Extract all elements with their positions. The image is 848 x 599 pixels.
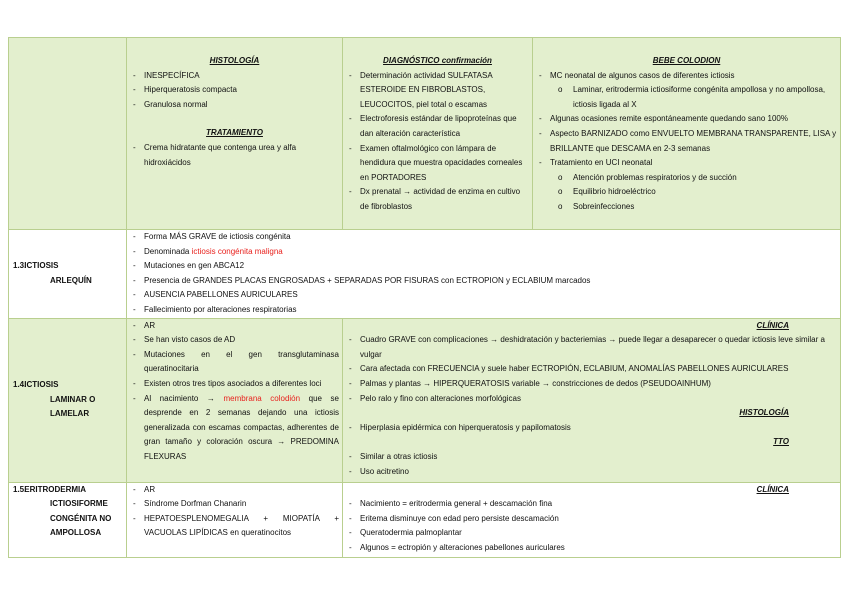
diagnostico-cell <box>343 38 533 230</box>
table-row <box>9 318 841 482</box>
section-title: ICTIOSIS <box>24 261 59 271</box>
list-item: - Mutaciones en gen ABCA12 <box>130 259 837 274</box>
histologia-heading: HISTOLOGÍA <box>209 56 260 65</box>
clinica-heading: CLÍNICA <box>756 484 789 494</box>
histologia-heading: HISTOLOGÍA <box>739 408 789 418</box>
arlequin-label-cell <box>9 230 127 319</box>
section-number: 1.4. <box>13 380 27 390</box>
list-item: - Denominada ictiosis congénita maligna <box>130 245 837 260</box>
section-title-line: LAMELAR <box>50 409 90 419</box>
tto-heading: TTO <box>773 437 789 447</box>
list-item: - Existen otros tres tipos asociados a diferentes loci <box>130 377 339 392</box>
list-item: - Palmas y plantas → HIPERQUERATOSIS variable → constricciones de dedos (PSEUDOAINHUM) <box>346 377 837 392</box>
list-item: - Aspecto BARNIZADO como ENVUELTO MEMBRANA TRANSPARENTE, LISA y BRILLANTE que DESCAMA en 2-3 semanas <box>536 127 837 156</box>
list-item: - Granulosa normal <box>130 98 339 113</box>
uci-sublist <box>536 171 837 215</box>
list-item: - HEPATOESPLENOMEGALIA + MIOPATÍA + VACUOLAS LIPÍDICAS en queratinocitos <box>130 512 339 541</box>
list-item: - Determinación actividad SULFATASA ESTEROIDE EN FIBROBLASTOS, LEUCOCITOS, piel total o escamas <box>346 69 529 113</box>
list-item: - Hiperplasia epidérmica con hiperqueratosis y papilomatosis <box>346 421 837 436</box>
laminar-right-cell <box>343 318 841 482</box>
list-item: - Pelo ralo y fino con alteraciones morfológicas <box>346 392 837 407</box>
section-title-line: ARLEQUÍN <box>50 275 92 285</box>
list-item: - Hiperqueratosis compacta <box>130 83 339 98</box>
tto-list <box>346 450 837 479</box>
list-item: - AR <box>130 319 339 334</box>
list-item: - Mutaciones en el gen transglutaminasa queratinocitaria <box>130 348 339 377</box>
table-row <box>9 230 841 319</box>
bebe-colodion-list-2 <box>536 112 837 170</box>
list-item: - Electroforesis estándar de lipoproteínas que dan alteración característica <box>346 112 529 141</box>
eritrodermia-left-cell <box>127 482 343 557</box>
list-item: - INESPECÍFICA <box>130 69 339 84</box>
list-item: - Examen oftalmológico con lámpara de hendidura que muestra opacidades corneales en PORTADORES <box>346 142 529 186</box>
eritrodermia-label-cell <box>9 482 127 557</box>
list-item: - Similar a otras ictiosis <box>346 450 837 465</box>
list-item: - AUSENCIA PABELLONES AURICULARES <box>130 288 837 303</box>
list-item: - Algunas ocasiones remite espontáneamente quedando sano 100% <box>536 112 837 127</box>
list-item: - Cuadro GRAVE con complicaciones → deshidratación y bacteriemias → puede llegar a desaparecer o quedar ictiosis leve similar a vulgar <box>346 333 837 362</box>
bebe-colodion-list <box>536 69 837 84</box>
list-item: - Cara afectada con FRECUENCIA y suele haber ECTROPIÓN, ECLABIUM, ANOMALÍAS PABELLONES AURICULARES <box>346 362 837 377</box>
list-item: - Se han visto casos de AD <box>130 333 339 348</box>
section-title-line: CONGÉNITA NO <box>50 513 112 523</box>
tratamiento-heading: TRATAMIENTO <box>206 128 263 138</box>
list-item: - Crema hidratante que contenga urea y alfa hidroxiácidos <box>130 141 339 170</box>
list-item: o Atención problemas respiratorios y de succión <box>536 171 837 186</box>
histologia-cell <box>127 38 343 230</box>
section-title-line: ICTIOSIFORME <box>50 499 108 509</box>
list-item: - MC neonatal de algunos casos de diferentes ictiosis <box>536 69 837 84</box>
highlighted-term: membrana colodión <box>223 393 301 403</box>
tratamiento-list <box>130 141 339 170</box>
list-item: - Dx prenatal → actividad de enzima en cultivo de fibroblastos <box>346 185 529 214</box>
clinica-list <box>346 497 837 555</box>
section-title: ICTIOSIS <box>24 380 59 390</box>
list-item: - Uso acitretino <box>346 465 837 480</box>
list-item: - Queratodermia palmoplantar <box>346 526 837 541</box>
list-item: o Laminar, eritrodermia ictiosiforme congénita ampollosa y no ampollosa, ictiosis ligada al X <box>536 83 837 112</box>
highlighted-term: ictiosis congénita maligna <box>191 246 283 256</box>
list-item: o Sobreinfecciones <box>536 200 837 215</box>
list-item: - Forma MÁS GRAVE de ictiosis congénita <box>130 230 837 245</box>
list-item: - Fallecimiento por alteraciones respiratorias <box>130 303 837 318</box>
laminar-left-list <box>130 319 339 465</box>
diagnostico-list <box>346 69 529 215</box>
section-number: 1.3. <box>13 261 27 271</box>
laminar-left-cell <box>127 318 343 482</box>
section-title-line: AMPOLLOSA <box>50 528 102 538</box>
histologia-list <box>346 421 837 436</box>
laminar-label-cell <box>9 318 127 482</box>
eritrodermia-right-cell <box>343 482 841 557</box>
list-item: - Eritema disminuye con edad pero persiste descamación <box>346 512 837 527</box>
clinica-list <box>346 333 837 406</box>
table-row <box>9 482 841 557</box>
ictiosis-table <box>8 37 841 558</box>
eritrodermia-left-list <box>130 483 339 541</box>
document-page <box>8 37 840 558</box>
list-item: - AR <box>130 483 339 498</box>
section-title-line: LAMINAR O <box>50 394 96 404</box>
list-item: - Al nacimiento → membrana colodión que se desprende en 2 semanas dejando una ictiosis generalizada con escamas compactas, adherentes de gran tamaño y coloración oscura → PREDOMINA FLEXURAS <box>130 392 339 465</box>
bebe-colodion-heading: BEBE COLODION <box>652 56 721 65</box>
list-item: - Síndrome Dorfman Chanarin <box>130 497 339 512</box>
section-number: 1.5. <box>13 484 27 494</box>
row1-label-cell <box>9 38 127 230</box>
bebe-colodion-sublist <box>536 83 837 112</box>
list-item: - Presencia de GRANDES PLACAS ENGROSADAS + SEPARADAS POR FISURAS con ECTROPION y ECLABIUM marcados <box>130 274 837 289</box>
clinica-heading: CLÍNICA <box>756 320 789 330</box>
list-item: - Algunos = ectropión y alteraciones pabellones auriculares <box>346 541 837 556</box>
table-row <box>9 38 841 230</box>
arlequin-list <box>130 230 837 318</box>
list-item: o Equilibrio hidroeléctrico <box>536 185 837 200</box>
list-item: - Nacimiento = eritrodermia general + descamación fina <box>346 497 837 512</box>
bebe-colodion-cell <box>533 38 841 230</box>
histologia-list <box>130 69 339 113</box>
section-title: ERITRODERMIA <box>24 484 87 494</box>
list-item: - Tratamiento en UCI neonatal <box>536 156 837 171</box>
arlequin-content-cell <box>127 230 841 319</box>
diagnostico-heading: DIAGNÓSTICO confirmación <box>383 56 492 65</box>
